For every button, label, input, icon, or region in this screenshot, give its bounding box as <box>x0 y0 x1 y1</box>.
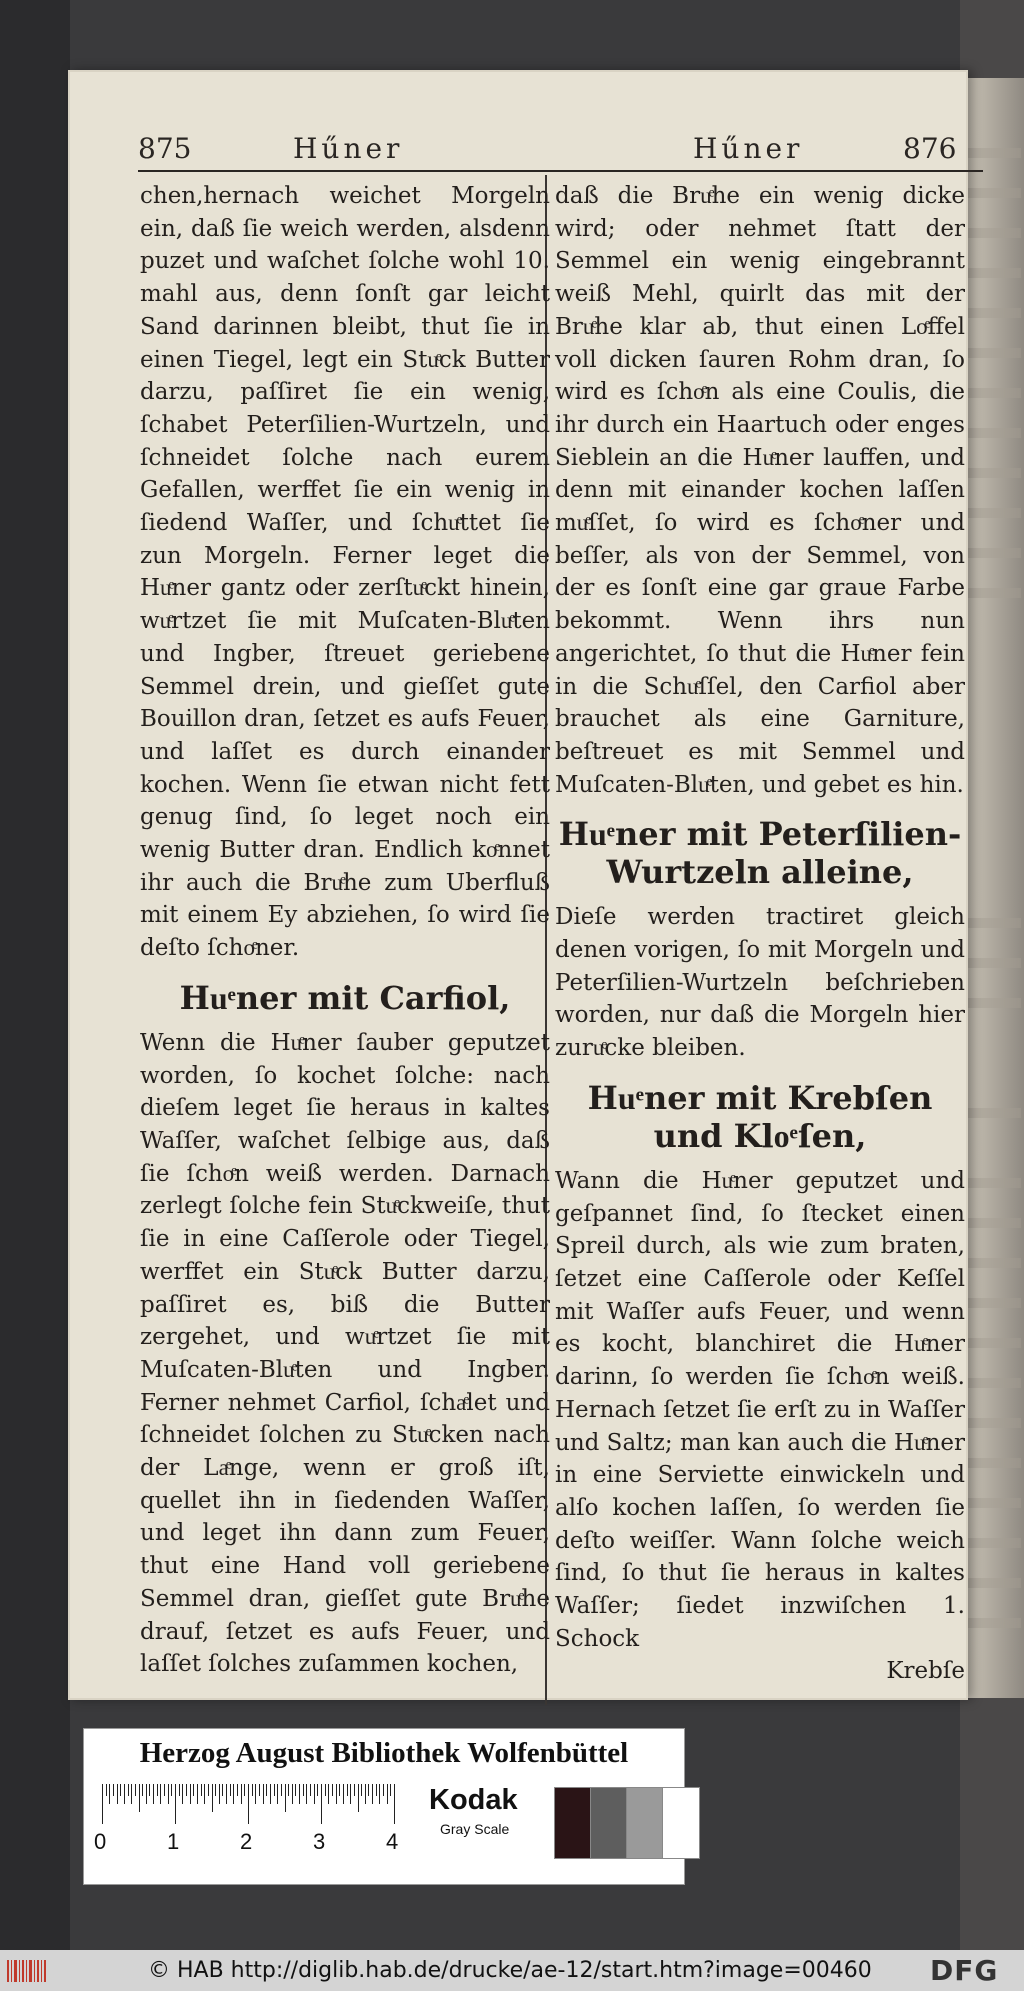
ruler-tick <box>168 1784 169 1804</box>
left-paragraph-1: chen,hernach weichet Morgeln ein, daß ſie weich werden, alsdenn puzet und waſchet ſolche wohl 10. mahl aus, denn ſonſt gar leicht Sand darinnen bleibt, thut ſie in einen Tiegel, legt ein Stuͤck Butter darzu, paſſiret ſie ein wenig, ſchabet Peterſilien-Wurtzeln, und ſchneidet ſolche nach eurem Gefallen, werffet ſie ein wenig in ſiedend Waſſer, und ſchuͤttet ſie zun Morgeln. Ferner leget die Huͤner gantz oder zerſtuͤckt hinein, wuͤrtzet ſie mit Muſcaten-Bluͤten und Ingber, ſtreuet geriebene Semmel drein, und gieſſet gute Bouillon dran, ſetzet es aufs Feuer, und laſſet es durch einander kochen. Wenn ſie etwan nicht fett genug ſind, ſo leget noch ein wenig Butter dran. Endlich koͤnnet ihr auch die Bruͤhe zum Uberfluß mit einem Ey abziehen, ſo wird ſie deſto ſchoͤner. <box>140 183 550 962</box>
ruler-tick <box>387 1784 388 1804</box>
ruler-tick <box>157 1784 158 1796</box>
ruler-tick <box>259 1784 260 1796</box>
ruler-tick <box>186 1784 187 1796</box>
running-title-right: Hűner <box>693 132 804 165</box>
institution-name: Herzog August Bibliothek Wolfenbüttel <box>139 1737 629 1769</box>
ruler-tick <box>314 1784 315 1804</box>
ruler-tick <box>295 1784 296 1796</box>
ruler-tick <box>131 1784 132 1804</box>
section-heading-petersilien: Huͤner mit Peterſilien-Wurtzeln alleine, <box>558 815 962 892</box>
ruler-tick <box>390 1784 391 1796</box>
ruler-tick <box>109 1784 110 1804</box>
header-rule <box>138 170 983 172</box>
ruler-scale <box>102 1784 397 1824</box>
ruler-tick <box>124 1784 125 1804</box>
ruler-tick <box>142 1784 143 1796</box>
ruler-tick <box>270 1784 271 1804</box>
ruler-tick <box>325 1784 326 1796</box>
ruler-tick <box>328 1784 329 1804</box>
ruler-tick <box>281 1784 282 1796</box>
ruler-tick <box>146 1784 147 1804</box>
kodak-logo: Kodak <box>429 1784 518 1816</box>
gray-swatch <box>626 1787 664 1859</box>
ruler-tick <box>182 1784 183 1804</box>
ruler-tick <box>376 1784 377 1796</box>
ruler-tick <box>153 1784 154 1804</box>
ruler-number: 4 <box>386 1829 399 1854</box>
ruler-tick <box>350 1784 351 1804</box>
ruler-tick <box>266 1784 267 1796</box>
copyright-url: © HAB http://diglib.hab.de/drucke/ae-12/start.htm?image=00460 <box>148 1958 872 1983</box>
ruler-tick <box>233 1784 234 1804</box>
ruler-tick <box>288 1784 289 1796</box>
ruler-tick <box>383 1784 384 1796</box>
section-heading-carfiol: Huͤner mit Carfiol, <box>179 978 511 1017</box>
gray-swatch <box>662 1787 700 1859</box>
ruler-tick <box>332 1784 333 1796</box>
catchword: Krebſe <box>886 1658 965 1685</box>
ruler-tick <box>248 1784 249 1824</box>
ruler-tick <box>230 1784 231 1796</box>
ruler-tick <box>171 1784 172 1796</box>
ruler-tick <box>255 1784 256 1804</box>
ruler-tick <box>336 1784 337 1804</box>
right-column <box>555 180 965 1688</box>
ruler-tick <box>365 1784 366 1804</box>
section-heading-krebsen: Huͤner mit Krebſen und Kloͤſen, <box>587 1078 933 1155</box>
ruler-tick <box>358 1784 359 1812</box>
ruler-tick <box>117 1784 118 1804</box>
ruler-tick <box>252 1784 253 1796</box>
ruler-tick <box>274 1784 275 1796</box>
ruler-tick <box>201 1784 202 1796</box>
ruler-tick <box>149 1784 150 1796</box>
ruler-tick <box>208 1784 209 1796</box>
ruler-tick <box>372 1784 373 1804</box>
ruler-tick <box>343 1784 344 1804</box>
ruler-tick <box>175 1784 176 1824</box>
ruler-tick <box>102 1784 103 1824</box>
ruler-tick <box>368 1784 369 1796</box>
ruler-tick <box>394 1784 395 1824</box>
right-paragraph-3: Wann die Huͤner geputzet und geſpannet ſind, ſo ſtecket einen Spreil durch, als wie zum braten, ſetzet eine Caſſerole oder Keſſel mit Waſſer aufs Feuer, und wenn es kocht, blanchiret die Huͤner darinn, ſo werden ſie ſchoͤn weiß. Hernach ſetzet ſie erſt zu in Waſſer und Saltz; man kan auch die Huͤner in eine Serviette einwickeln und alſo kochen laſſen, ſo werden ſie deſto weiſſer. Wann ſolche weich ſind, ſo thut ſie heraus in kaltes Waſſer; ſiedet inzwiſchen 1. Schock <box>555 1167 965 1652</box>
running-title-left: Hűner <box>293 132 404 165</box>
ruler-number: 0 <box>94 1829 107 1854</box>
ruler-tick <box>139 1784 140 1812</box>
ruler-tick <box>237 1784 238 1796</box>
ruler-tick <box>120 1784 121 1796</box>
ruler-tick <box>222 1784 223 1796</box>
gray-scale-label: Gray Scale <box>440 1821 510 1837</box>
ruler-tick <box>321 1784 322 1824</box>
ruler-number: 3 <box>313 1829 326 1854</box>
ruler-tick <box>160 1784 161 1804</box>
left-paragraph-2: Wenn die Huͤner ſauber geputzet worden, ſo kochet ſolche: nach dieſem leget ſie heraus in kaltes Waſſer, waſchet ſelbige aus, daß ſie ſchoͤn weiß werden. Darnach zerlegt ſolche fein Stuͤckweiſe, thut ſie in eine Caſſerole oder Tiegel, werffet ein Stuͤck Butter darzu, paſſiret es, biß die Butter zergehet, und wuͤrtzet ſie mit Muſcaten-Bluͤten und Ingber. Ferner nehmet Carfiol, ſchaͤlet und ſchneidet ſolchen zu Stuͤcken nach der Laͤnge, wenn er groß iſt, quellet ihn in ſiedenden Waſſer, und leget ihn dann zum Feuer, thut eine Hand voll geriebene Semmel dran, gieſſet gute Bruͤhe drauf, ſetzet es aufs Feuer, und laſſet ſolches zuſammen kochen, <box>140 1029 550 1678</box>
gray-swatch <box>554 1787 592 1859</box>
page-number-left: 875 <box>138 132 192 165</box>
ruler-tick <box>135 1784 136 1796</box>
page-number-right: 876 <box>903 132 957 165</box>
ruler-tick <box>277 1784 278 1804</box>
ruler-tick <box>347 1784 348 1796</box>
ruler-tick <box>193 1784 194 1796</box>
ruler-tick <box>299 1784 300 1804</box>
ruler-tick <box>285 1784 286 1812</box>
ruler-tick <box>306 1784 307 1804</box>
left-column <box>140 180 550 1681</box>
ruler-tick <box>179 1784 180 1796</box>
ruler-tick <box>292 1784 293 1804</box>
ruler-tick <box>197 1784 198 1804</box>
dfg-logo: DFG <box>930 1954 999 1987</box>
ruler-tick <box>310 1784 311 1796</box>
ruler-tick <box>226 1784 227 1804</box>
ruler-tick <box>354 1784 355 1796</box>
ruler-number: 2 <box>240 1829 253 1854</box>
ruler-tick <box>303 1784 304 1796</box>
footer-bar <box>0 1950 1024 1991</box>
right-paragraph-1: daß die Bruͤhe ein wenig dicke wird; oder nehmet ſtatt der Semmel ein wenig eingebrannt weiß Mehl, quirlt das mit der Bruͤhe klar ab, thut einen Loͤffel voll dicken ſauren Rohm dran, ſo wird es ſchoͤn als eine Coulis, die ihr durch ein Haartuch oder enges Sieblein an die Huͤner lauffen, und denn mit einander kochen laſſen muͤſſet, ſo wird es ſchoͤner und beſſer, als von der Semmel, von der es ſonſt eine gar graue Farbe bekommt. Wenn ihrs nun angerichtet, ſo thut die Huͤner fein in die Schuͤſſel, den Carfiol aber brauchet als eine Garniture, beſtreuet es mit Semmel und Muſcaten-Bluͤten, und gebet es hin. <box>555 183 965 798</box>
barcode-icon <box>6 1958 48 1984</box>
ruler-tick <box>379 1784 380 1804</box>
ruler-tick <box>113 1784 114 1796</box>
right-paragraph-2: Dieſe werden tractiret gleich denen vorigen, ſo mit Morgeln und Peterſilien-Wurtzeln beſchrieben worden, nur daß die Morgeln hier zuruͤcke bleiben. <box>555 904 965 1062</box>
scan-background-left <box>0 0 70 1950</box>
ruler-tick <box>241 1784 242 1804</box>
ruler-number: 1 <box>167 1829 180 1854</box>
gray-swatch <box>590 1787 628 1859</box>
ruler-tick <box>339 1784 340 1796</box>
ruler-tick <box>244 1784 245 1796</box>
ruler-tick <box>361 1784 362 1796</box>
book-page <box>68 70 968 1700</box>
ruler-tick <box>190 1784 191 1804</box>
ruler-tick <box>128 1784 129 1796</box>
ruler-tick <box>263 1784 264 1804</box>
ruler-tick <box>219 1784 220 1804</box>
ruler-tick <box>212 1784 213 1812</box>
ruler-tick <box>164 1784 165 1796</box>
ruler-tick <box>215 1784 216 1796</box>
ruler-tick <box>204 1784 205 1804</box>
ruler-tick <box>106 1784 107 1796</box>
color-calibration-strip <box>83 1728 685 1885</box>
ruler-tick <box>317 1784 318 1796</box>
